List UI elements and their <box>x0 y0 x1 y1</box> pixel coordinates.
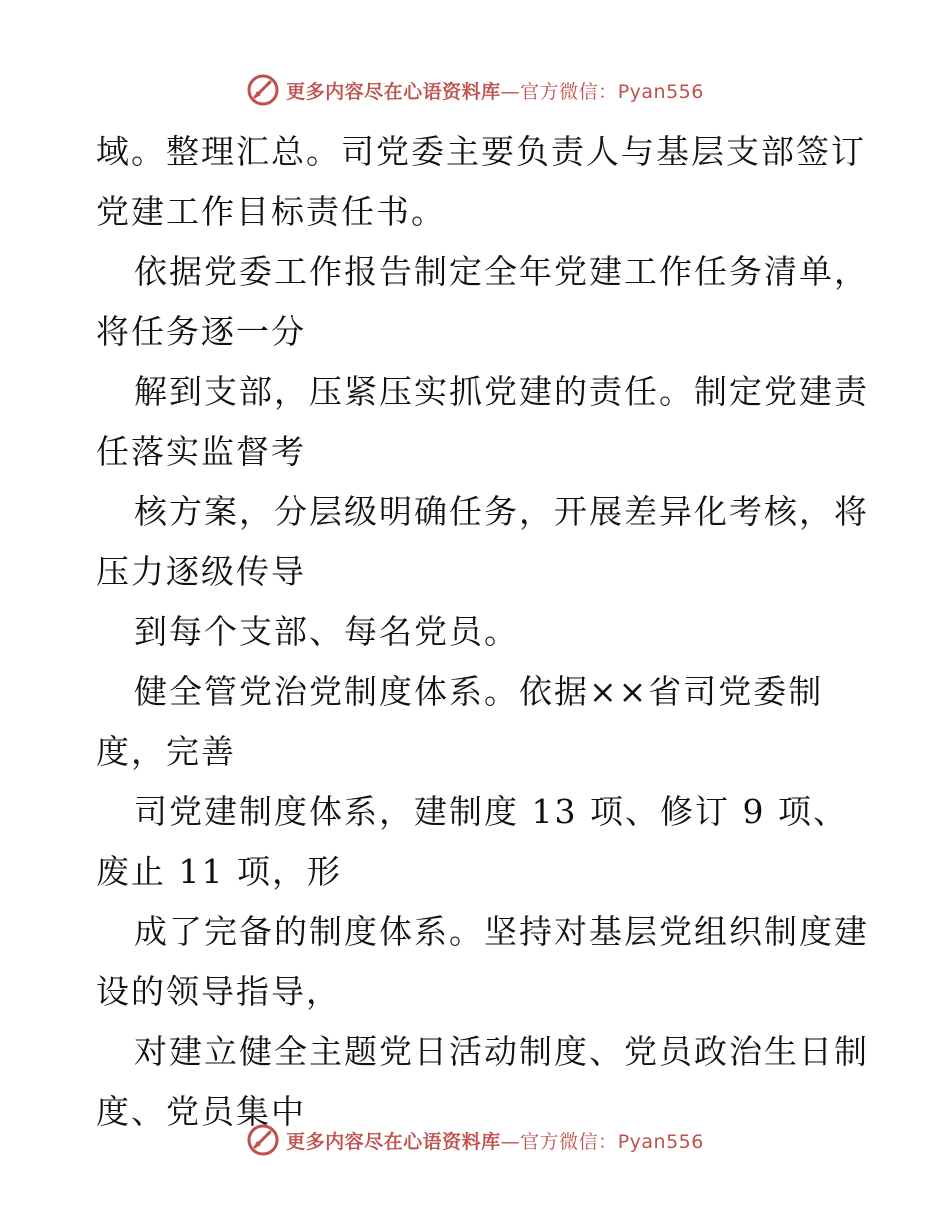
header-banner <box>0 70 950 110</box>
text-line: 对建立健全主题党日活动制度、党员政治生日制 <box>134 1032 869 1071</box>
banner-wechat-id: Pyan556 <box>617 80 704 103</box>
text-line: 压力逐级传导 <box>96 552 306 591</box>
banner-wechat-id: Pyan556 <box>617 1130 704 1153</box>
text-line: 废止 11 项，形 <box>96 852 342 891</box>
text-line: 任落实监督考 <box>96 432 306 471</box>
text-line: 将任务逐一分 <box>96 312 306 351</box>
text-line: 度，完善 <box>96 732 236 771</box>
footer-banner <box>0 1120 950 1160</box>
banner-promo: 更多内容尽在心语资料库 <box>286 80 501 103</box>
logo-icon <box>246 73 280 107</box>
banner-dash: — <box>500 80 521 103</box>
banner-promo: 更多内容尽在心语资料库 <box>286 1130 501 1153</box>
text-line: 域。整理汇总。司党委主要负责人与基层支部签订 <box>96 132 866 171</box>
text-line: 度、党员集中 <box>96 1092 306 1131</box>
text-line: 健全管党治党制度体系。依据××省司党委制 <box>134 672 824 711</box>
text-line: 司党建制度体系，建制度 13 项、修订 9 项、 <box>134 792 848 831</box>
banner-dash: — <box>500 1130 521 1153</box>
text-line: 核方案，分层级明确任务，开展差异化考核，将 <box>134 492 869 531</box>
banner-text <box>286 1127 704 1154</box>
text-line: 党建工作目标责任书。 <box>96 192 446 231</box>
text-line: 设的领导指导， <box>96 972 341 1011</box>
logo-icon <box>246 1123 280 1157</box>
banner-wechat-label: 官方微信： <box>520 80 618 103</box>
text-line: 解到支部，压紧压实抓党建的责任。制定党建责 <box>134 372 869 411</box>
banner-text <box>286 77 704 104</box>
text-line: 到每个支部、每名党员。 <box>134 612 519 651</box>
banner-wechat-label: 官方微信： <box>520 1130 618 1153</box>
text-line: 依据党委工作报告制定全年党建工作任务清单， <box>134 252 869 291</box>
text-line: 成了完备的制度体系。坚持对基层党组织制度建 <box>134 912 869 951</box>
document-body <box>96 122 869 1142</box>
